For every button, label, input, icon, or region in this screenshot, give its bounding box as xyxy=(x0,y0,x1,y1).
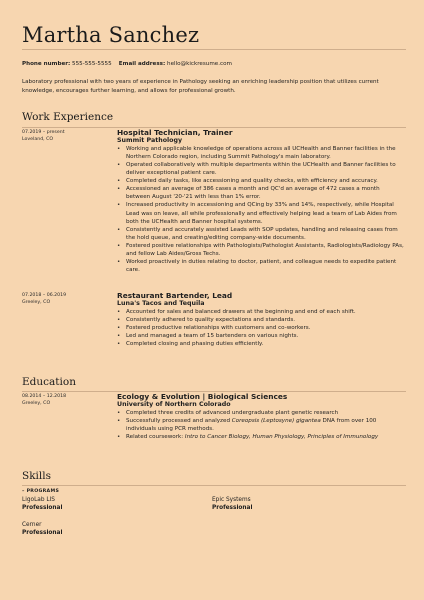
skill-level: Professional xyxy=(212,505,253,512)
email-label: Email address: xyxy=(118,61,166,67)
skill-item xyxy=(212,496,252,513)
job-bullet: • Completed daily tasks, like accessioning and quality checks, with efficiency and accuracy. xyxy=(117,177,404,185)
job-bullet: • Completed closing and phasing duties efficiently. xyxy=(117,340,404,348)
contact-line xyxy=(22,61,232,67)
candidate-name: Martha Sanchez xyxy=(22,23,200,47)
job-bullet: • Accessioned an average of 386 cases a month and QC'd an average of 472 cases a month between August '20-'21 with less than 1% error. xyxy=(117,185,404,201)
job-location: Greeley, CO xyxy=(22,300,51,306)
job-organization: Summit Pathology xyxy=(117,137,183,145)
job-bullet-list xyxy=(117,308,404,348)
education-meta xyxy=(22,393,112,408)
job-location: Loveland, CO xyxy=(22,137,54,143)
education-bullet: • Completed three credits of advanced undergraduate plant genetic research xyxy=(117,409,404,417)
skill-item xyxy=(22,521,62,538)
job-meta xyxy=(22,292,112,307)
skill-level: Professional xyxy=(22,530,63,537)
job-bullet: • Led and managed a team of 15 bartenders on various nights. xyxy=(117,332,404,340)
education-heading: Education xyxy=(22,376,76,388)
education-bullet-list xyxy=(117,409,404,441)
skill-level: Professional xyxy=(22,505,63,512)
skill-item xyxy=(22,496,62,513)
skill-name: Epic Systems xyxy=(212,497,251,503)
skill-name: LigoLab LIS xyxy=(22,497,55,503)
job-bullet: • Fostered productive relationships with customers and co-workers. xyxy=(117,324,404,332)
job-bullet: • Working and applicable knowledge of operations across all UCHealth and Banner facilities in the Northern Colorado region, including Summit Pathology's main laboratory. xyxy=(117,145,404,161)
job-bullet: • Fostered positive relationships with Pathologists/Pathologist Assistants, Radiologists/Radiology PAs, and fellow Lab Aides/Gross Techs. xyxy=(117,242,404,258)
skills-heading: Skills xyxy=(22,470,52,482)
education-bullet xyxy=(117,417,404,433)
job-body xyxy=(117,129,404,274)
skill-name: Cerner xyxy=(22,522,42,528)
coursework-label: Related coursework: xyxy=(126,434,185,441)
degree-title: Ecology & Evolution | Biological Sciences xyxy=(117,392,288,401)
job-body xyxy=(117,292,404,348)
profile-summary: Laboratory professional with two years of experience in Pathology seeking an enriching leadership position that utilizes current knowledge, encourages further learning, and allows for professional growth. xyxy=(22,79,379,94)
education-bullet xyxy=(117,433,404,441)
phone-value: 555-555-5555 xyxy=(72,61,112,67)
job-bullet-list xyxy=(117,145,404,275)
job-role: Hospital Technician, Trainer xyxy=(117,128,233,137)
job-bullet: • Accounted for sales and balanced drawers at the beginning and end of each shift. xyxy=(117,308,404,316)
coursework-list: Intro to Cancer Biology, Human Physiology, Principles of Immunology xyxy=(184,434,379,441)
email-value[interactable]: hello@kickresume.com xyxy=(167,61,232,67)
job-organization: Luna's Tacos and Tequila xyxy=(117,300,205,308)
job-meta xyxy=(22,129,112,144)
education-bullet-text: Successfully processed and analyzed xyxy=(126,417,232,424)
work-experience-heading: Work Experience xyxy=(22,111,114,123)
job-bullet: • Increased productivity in accessioning and QCing by 33% and 14%, respectively, while Hospital Lead was on leave, all while professionally and effectively helping lead a team of Lab Aides from both the UCHealth and Banner hospital systems. xyxy=(117,201,404,225)
job-bullet: • Consistently and accurately assisted Leads with SOP updates, handling and releasing cases from the hold queue, and creating/editing company-wide documents. xyxy=(117,226,404,242)
skills-divider xyxy=(22,485,406,486)
school-name: University of Northern Colorado xyxy=(117,401,231,409)
species-name: Coreopsis (Leptosyne) gigantea xyxy=(231,417,321,424)
header-divider xyxy=(22,49,406,50)
education-dates: 08.2014 – 12.2018 xyxy=(22,394,67,399)
job-bullet: • Operated collaboratively with multiple departments within the UCHealth and Banner facilities to deliver exceptional patient care. xyxy=(117,161,404,177)
phone-label: Phone number: xyxy=(22,61,71,67)
education-location: Greeley, CO xyxy=(22,401,51,407)
job-role: Restaurant Bartender, Lead xyxy=(117,291,233,300)
job-dates: 07.2018 – 06.2019 xyxy=(22,293,67,298)
job-bullet: • Worked proactively in duties relating to doctor, patient, and colleague needs to expedite patient care. xyxy=(117,258,404,274)
education-bullet-text: DNA from over 100 individuals using PCR methods. xyxy=(126,417,377,432)
education-body xyxy=(117,393,404,441)
job-bullet: • Consistently adhered to quality expectations and standards. xyxy=(117,316,404,324)
job-dates: 07.2019 – present xyxy=(22,130,65,135)
skills-group-label: – PROGRAMS xyxy=(22,489,60,494)
